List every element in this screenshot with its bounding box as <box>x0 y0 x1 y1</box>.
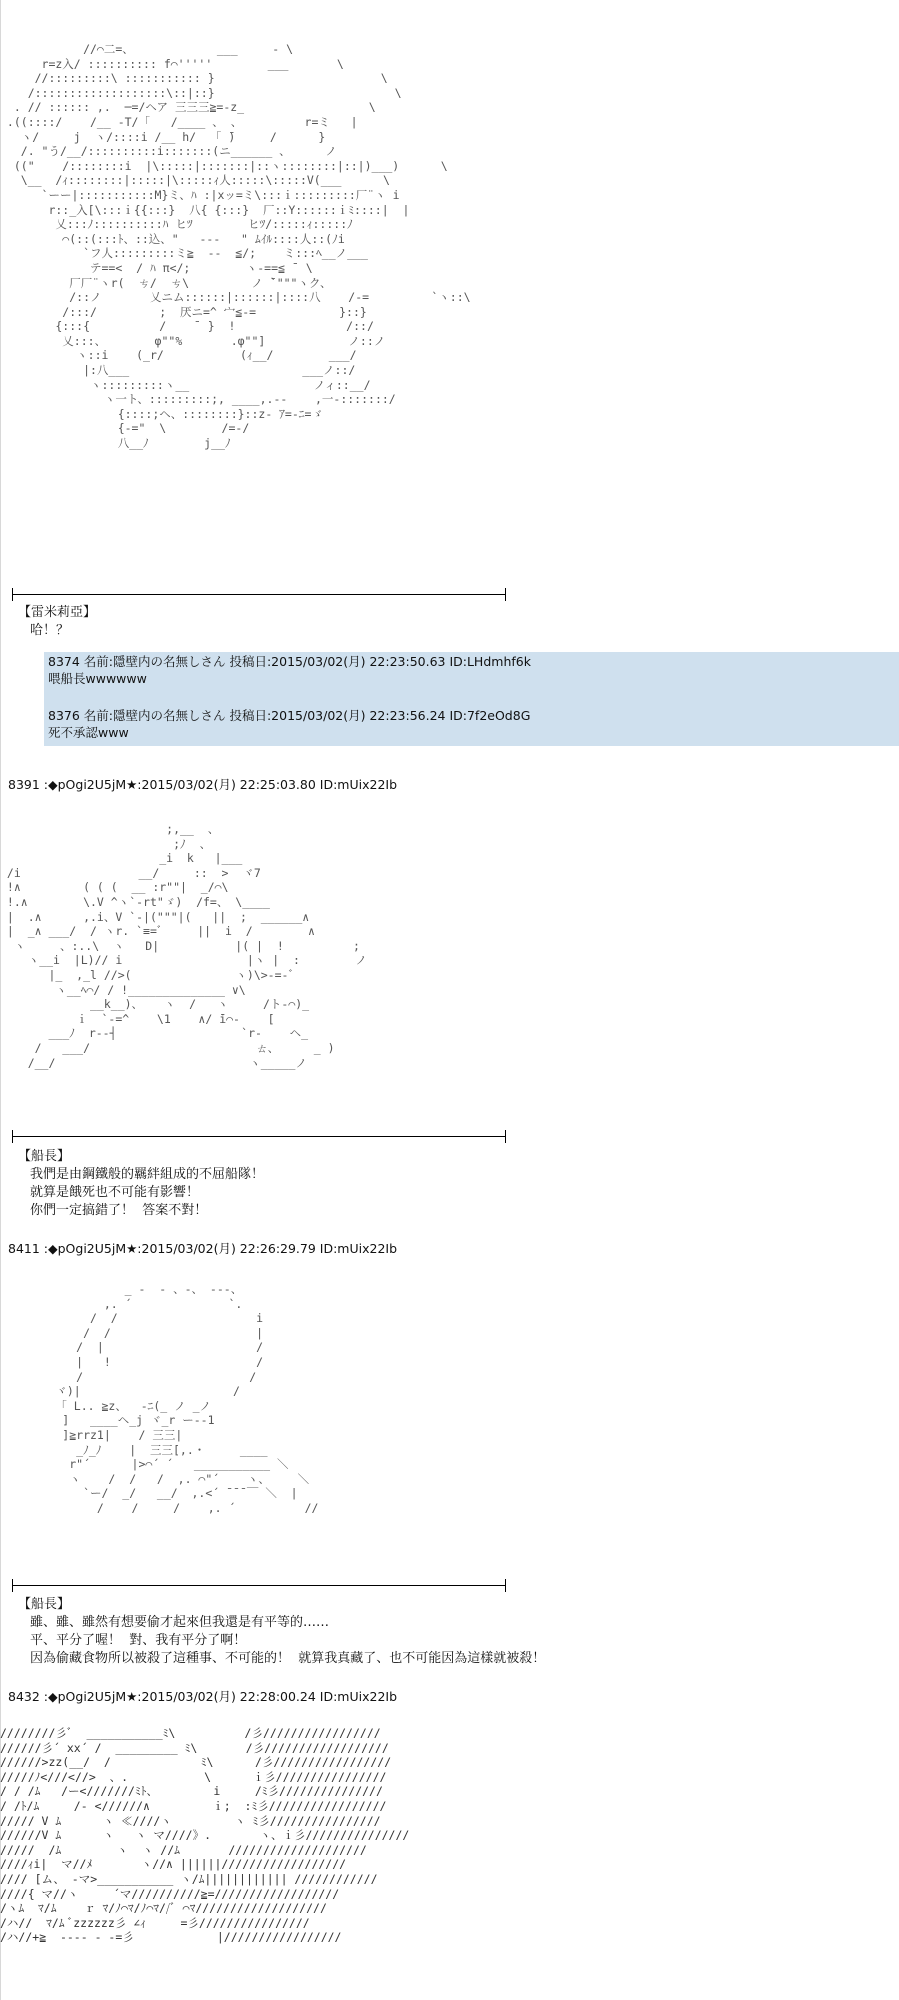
quote-header: 8376 名前:隱壁内の名無しさん 投稿日:2015/03/02(月) 22:23:56.24 ID:7f2eOd8G <box>48 708 531 723</box>
divider-ruler <box>12 1585 506 1586</box>
post-header: 8432 :◆pOgi2U5jM★:2015/03/02(月) 22:28:00.24 ID:mUix22Ib <box>8 1689 398 1704</box>
ascii-art-captain-shocked: _ - ‐ 、-、 ‐‐‐、 ,. ´ `. / / i / / | / | / | ! / / / ヾ)| / 「 L.. ≧z、 -ﾆ(_ ノ _ノ ] ____ヘ_j ヾ_r ー--1 ]≧rrz1| / 三三| _ﾉ_ﾉ | 三三[,.・ ____ r"´ |>⌒´ ´ ___________ ＼ ヽ / / / ,. ⌒"´ ヽ、 ＼ `ー/ _/ __/ ,.<´ ̄ ̄ ̄ ￣ ＼ | / / / ,. ´ // <box>55 1282 319 1515</box>
divider-ruler <box>12 1136 506 1137</box>
speaker-name: 【雷米莉亞】 <box>18 605 97 620</box>
dialogue-line: 哈！？ <box>30 623 70 638</box>
dialogue-line: 因為偷藏食物所以被殺了這種事、不可能的！ 就算我真藏了、也不可能因為這樣就被殺！ <box>30 1651 546 1666</box>
quote-header: 8374 名前:隱壁内の名無しさん 投稿日:2015/03/02(月) 22:23:50.63 ID:LHdmhf6k <box>48 654 531 669</box>
quote-text: 死不承認www <box>48 725 129 740</box>
post-header: 8411 :◆pOgi2U5jM★:2015/03/02(月) 22:26:29.79 ID:mUix22Ib <box>8 1241 398 1256</box>
dialogue-line: 平、平分了喔！ 對、我有平分了啊！ <box>30 1633 247 1648</box>
quoted-replies-block <box>44 652 899 746</box>
quote-text: 喂船長wwwwww <box>48 671 147 686</box>
ascii-art-remilia: //⌒二=、 ___ - \ r=z入/ :::::::::: f⌒''''' ___ \ //:::::::::\ ::::::::::: } \ /:::::::::::::::::::\::|::} \ . // :::::: ,. ─=/ヘア 三三三≧=‐z_ \ .((::::/ /__ ‐T/「 /____ 、 、 r=ミ | ヽ/ j ヽ/::::i /__ h/ 「 ̄) / } /. "う/__/::::::::::i:::::::(ニ______ 、 ノ ((" /::::::::i |\:::::|:::::::|::ヽ::::::::|::|)___) \ \__ /ｨ::::::::|:::::|\:::::ｨ人:::::\:::::V(___ \ `ーー|:::::::::::M}ミ、ﾊ :|xッ=ミ\:::ｉ:::::::::厂¨ヽ i r::_入[\:::ｉ{{:::} 八{ {:::} 厂::Y::::::ｉﾐ::::| | 乂:::ﾉ::::::::::ﾊ ヒﾂ ヒﾂ/:::::ｨ:::::ﾉ ⌒(::(:::ﾄ、::込、" --- " ﾑｲﾙ::::人::(ﾉi `フ人:::::::::ミ≧ ‐‐ ≦/; ミ:::ﾍ__ノ___ テ==< / ﾊ π</; ヽ-==≦ ̄ \ 厂厂¨ヽr( ㄘ/ ㄘ\ ノ ̄`"""ヽク、 /::ノ 乂ニム::::::|::::::|::::八 /‐= `ヽ::\ /:::/ ; 厌ニ=^ 宀≦‐= }::} {:::{ / ̄ } ! /::/ 乂:::、 φ""% .φ""] ノ::ノ ヽ::i (_r/ (ｨ__/ ___/ |:八___ ___ノ::/ ヽ:::::::::ヽ__ ノィ::__/ ヽ一ト、:::::::::;, ____,.‐‐ ,一‐:::::::/ {::::;ヘ、::::::::}::z‐ ｱ=‐ﾆ=ゞ {‐=" \ /=‐/ 八__ﾉ j__ﾉ <box>6 42 471 451</box>
speaker-name: 【船長】 <box>18 1149 71 1164</box>
ascii-art-captain: ;,__ 、 ;ﾉ 、 _i k |___ /i __/ :: > ヾ7 !∧ ( ( ( __ :r""| _/⌒\ !.∧ \.V ^ヽ`‐rt"ゞ) /f=、 \____ | .∧ ,.i、V `-|("""|( || ; ______∧ | _∧ ___/ / ヽr. `≡=ﾞ || i / ∧ ヽ 、:..\ ヽ D| |( | ! ; ヽ__i |L)// i |ヽ | : ノ |_ ,_l //>( ヽ)\>‐=‐ﾞ ヽ__ﾍ⌒/ / !______________ ∨\ __k__)、 ヽ / ヽ /ト‐⌒)_ ｉ `‐=^ \1 ∧/ ̄i⌒‐ [ ___ﾉ r‐‐┤ `r‐ ヘ_ / ___/ ㄊ、 _ ) /__/ ヽ_____ノ <box>6 822 367 1070</box>
dialogue-line: 雖、雖、雖然有想要偷才起來但我還是有平等的…… <box>30 1615 330 1630</box>
dialogue-line: 就算是餓死也不可能有影響！ <box>30 1185 200 1200</box>
divider-ruler <box>12 594 506 595</box>
dialogue-line: 你們一定搞錯了！ 答案不對！ <box>30 1203 208 1218</box>
speaker-name: 【船長】 <box>18 1597 71 1612</box>
ascii-art-hatched: ////////彡ﾞ ___________ﾐ\ /彡///////////////// //////彡´ xx´ / _________ ﾐ\ /彡////////////////// //////>zz(__/ / ﾐ\ /彡///////////////// /////ﾉ<///<//> 、. \ ｉ彡//////////////// / / /ﾑ /ー<///////ﾐﾄ、 i /ﾐ彡/////////////// / /ﾄ/ﾑ /‐ <//////∧ ｉ; :ﾐ彡///////////////// ///// V ﾑ ヽ ≪////ヽ ヽ ﾐ彡//////////////// //////V ﾑ ヽ ヽ マ////》. ヽ、ｉ彡/////////////// ///// /ﾑ ヽ ヽ //ﾑ //////////////////// ////ｨi| マ//ﾒ ヽ//∧ ||||||////////////////// //// [ム、 ‐マ>___________ ヽ/ﾑ|||||||||||| //////////// ////{ マ//ヽ ´マ//////////≧=////////////////// /ヽﾑ ﾏ/ﾑ ｒ ﾏ/ﾉ⌒ﾏ/ﾉ⌒ﾏ//ﾞ ⌒ﾏ/////////////////// /ハ// ﾏ/ﾑ ﾞzzzzzz彡 ∠ｨ =彡//////////////// /ハ//+≧ ---- ‐ ‐=彡 |///////////////// <box>0 1726 410 1945</box>
post-header: 8391 :◆pOgi2U5jM★:2015/03/02(月) 22:25:03.80 ID:mUix22Ib <box>8 777 398 792</box>
dialogue-line: 我們是由鋼鐵般的羈絆組成的不屈船隊！ <box>30 1167 265 1182</box>
